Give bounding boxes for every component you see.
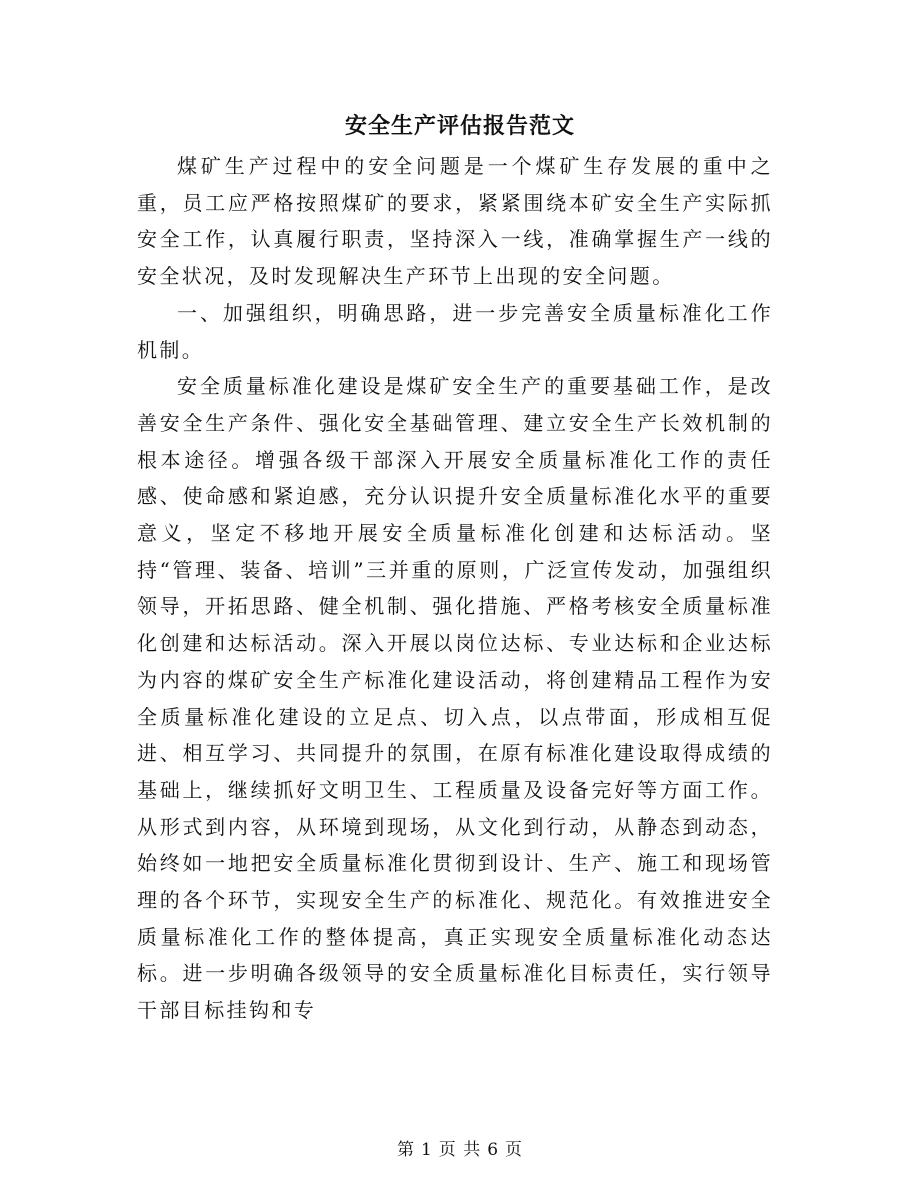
- document-title: 安全生产评估报告范文: [344, 113, 575, 139]
- footer-page-total: 6: [487, 1140, 500, 1160]
- document-body: [137, 148, 773, 1029]
- paragraph-section-heading: 一、加强组织，明确思路，进一步完善安全质量标准化工作机制。: [137, 300, 773, 362]
- page-footer: [0, 1138, 920, 1162]
- footer-prefix: 第: [396, 1140, 415, 1160]
- footer-page-number: 1: [420, 1140, 433, 1160]
- footer-suffix: 页: [505, 1140, 524, 1160]
- paragraph-intro: 煤矿生产过程中的安全问题是一个煤矿生存发展的重中之重，员工应严格按照煤矿的要求，紧紧围绕本矿安全生产实际抓安全工作，认真履行职责，坚持深入一线，准确掌握生产一线的安全状况，及时发现解决生产环节上出现的安全问题。: [137, 154, 773, 289]
- paragraph-standardization: 安全质量标准化建设是煤矿安全生产的重要基础工作，是改善安全生产条件、强化安全基础管理、建立安全生产长效机制的根本途径。增强各级干部深入开展安全质量标准化工作的责任感、使命感和紧迫感，充分认识提升安全质量标准化水平的重要意义，坚定不移地开展安全质量标准化创建和达标活动。坚持“管理、装备、培训”三并重的原则，广泛宣传发动，加强组织领导，开拓思路、健全机制、强化措施、严格考核安全质量标准化创建和达标活动。深入开展以岗位达标、专业达标和企业达标为内容的煤矿安全生产标准化建设活动，将创建精品工程作为安全质量标准化建设的立足点、切入点，以点带面，形成相互促进、相互学习、共同提升的氛围，在原有标准化建设取得成绩的基础上，继续抓好文明卫生、工程质量及设备完好等方面工作。从形式到内容，从环境到现场，从文化到行动，从静态到动态，始终如一地把安全质量标准化贯彻到设计、生产、施工和现场管理的各个环节，实现安全生产的标准化、规范化。有效推进安全质量标准化工作的整体提高，真正实现安全质量标准化动态达标。进一步明确各级领导的安全质量标准化目标责任，实行领导干部目标挂钩和专: [137, 374, 773, 1023]
- footer-middle: 页 共: [438, 1140, 482, 1160]
